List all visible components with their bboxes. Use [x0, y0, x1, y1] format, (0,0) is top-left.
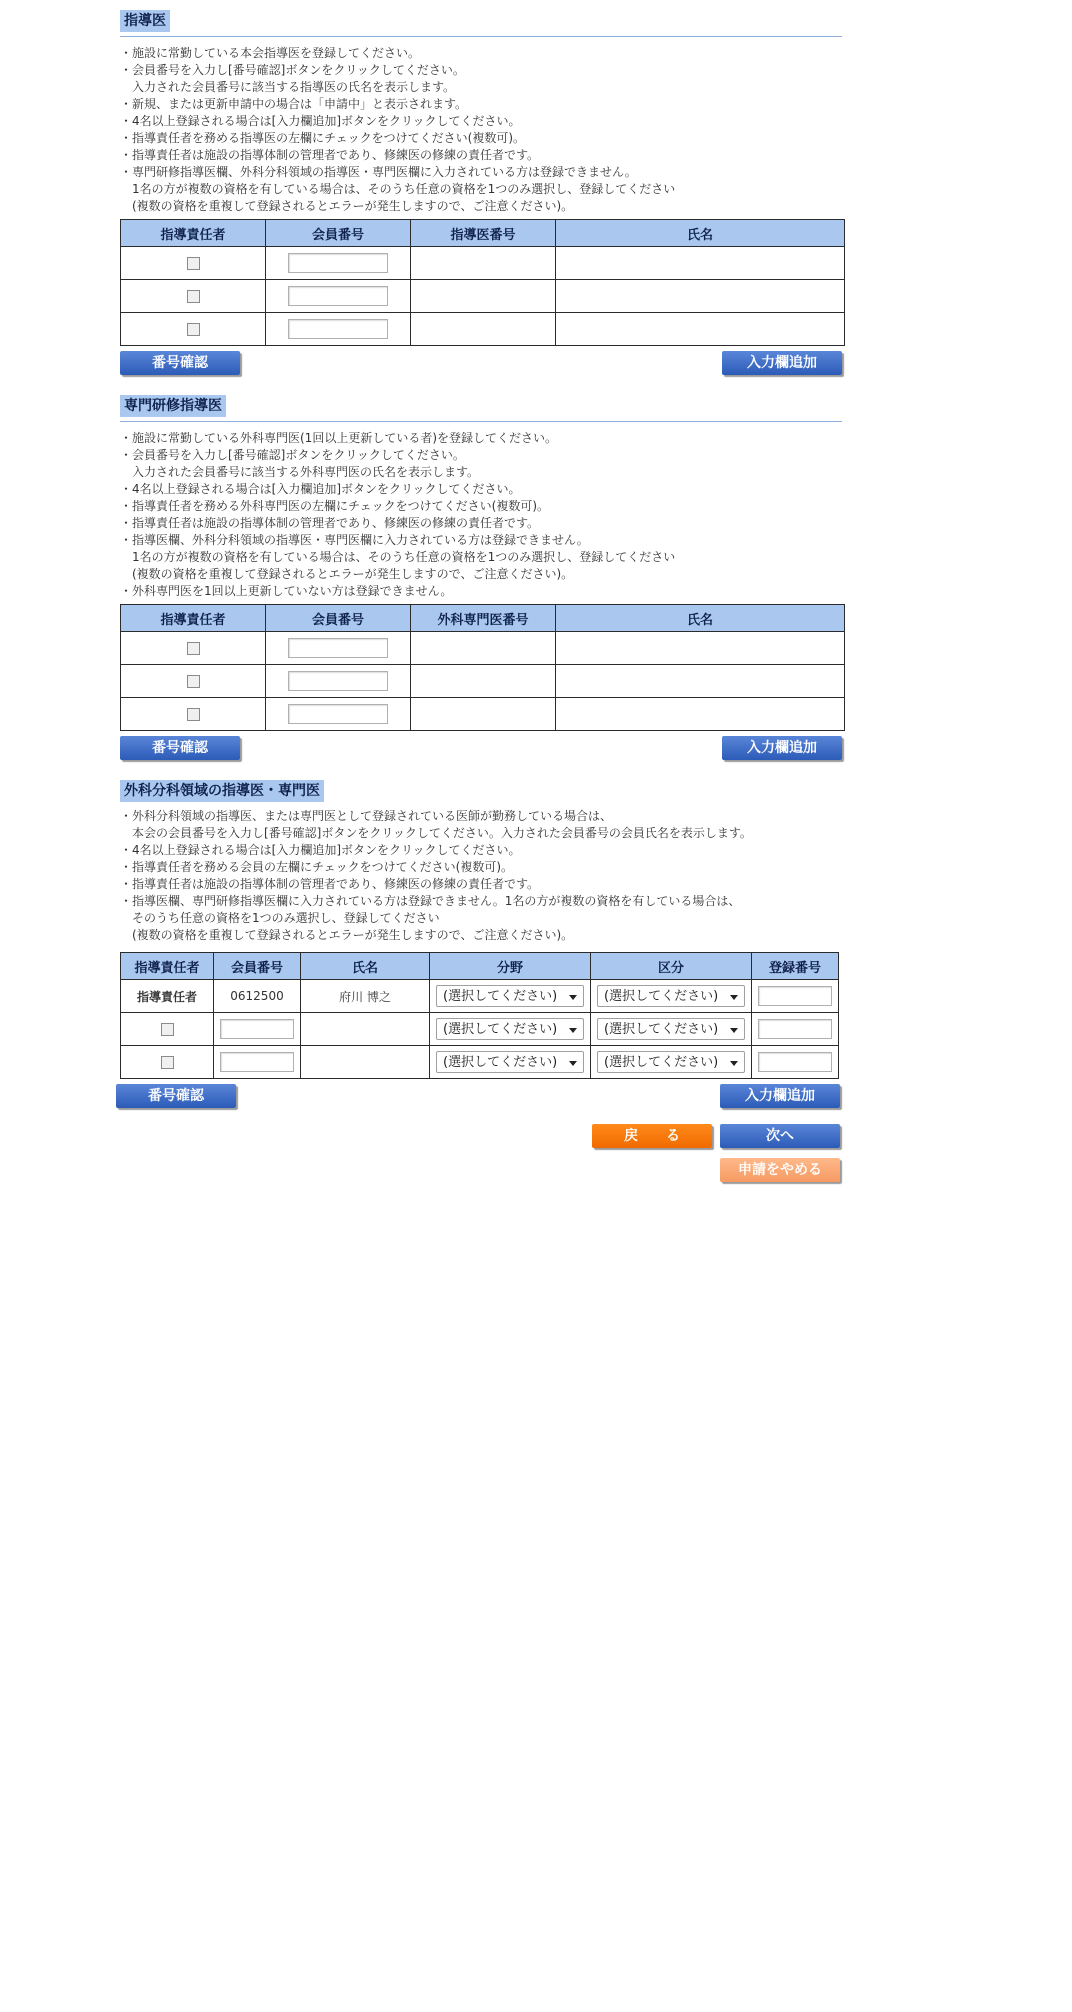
leader-checkbox[interactable] [187, 642, 200, 655]
field-select[interactable] [436, 1051, 584, 1073]
col-header: 外科専門医番号 [411, 605, 556, 632]
divider [120, 36, 842, 37]
category-select[interactable] [597, 985, 745, 1007]
instruction-line: 1名の方が複数の資格を有している場合は、そのうち任意の資格を1つのみ選択し、登録してください [120, 550, 676, 564]
instruction-line: 1名の方が複数の資格を有している場合は、そのうち任意の資格を1つのみ選択し、登録してください [120, 182, 676, 196]
name-cell: 府川 博之 [301, 980, 430, 1013]
name-cell [556, 698, 845, 731]
section-title: 専門研修指導医 [120, 395, 226, 417]
table-row [121, 1013, 839, 1046]
dropdown-arrow-icon [730, 1061, 738, 1066]
section-senmon-kenshu [120, 395, 850, 766]
member-number-input[interactable] [288, 319, 388, 339]
confirm-number-button[interactable]: 番号確認 [120, 736, 240, 760]
shidoui-number-cell [411, 313, 556, 346]
col-header: 指導責任者 [121, 953, 214, 980]
divider [120, 421, 842, 422]
instruction-line: ・指導責任者は施設の指導体制の管理者であり、修練医の修練の責任者です。 [120, 877, 540, 891]
senmon-table [120, 604, 845, 731]
name-cell [556, 632, 845, 665]
table-row [121, 698, 845, 731]
col-header: 会員番号 [266, 605, 411, 632]
cancel-application-button[interactable]: 申請をやめる [720, 1158, 840, 1182]
col-header: 指導医番号 [411, 220, 556, 247]
dropdown-arrow-icon [569, 1061, 577, 1066]
instruction-line: ・施設に常勤している本会指導医を登録してください。 [120, 46, 421, 60]
main-content [120, 10, 850, 1194]
leader-checkbox[interactable] [187, 708, 200, 721]
senmon-number-cell [411, 698, 556, 731]
instructions [120, 45, 850, 215]
col-header: 会員番号 [266, 220, 411, 247]
select-value: (選択してください) [604, 1055, 719, 1070]
table-row [121, 247, 845, 280]
section-bunka-ryoiki [120, 780, 850, 1114]
table-row [121, 313, 845, 346]
instruction-line: ・施設に常勤している外科専門医(1回以上更新している者)を登録してください。 [120, 431, 558, 445]
instruction-line: ・新規、または更新申請中の場合は「申請中」と表示されます。 [120, 97, 468, 111]
instruction-line: ・会員番号を入力し[番号確認]ボタンをクリックしてください。 [120, 448, 465, 462]
registration-number-input[interactable] [758, 986, 832, 1006]
instruction-line: ・指導責任者を務める指導医の左欄にチェックをつけてください(複数可)。 [120, 131, 526, 145]
dropdown-arrow-icon [730, 995, 738, 1000]
add-row-button[interactable]: 入力欄追加 [722, 351, 842, 375]
instruction-line: (複数の資格を重複して登録されるとエラーが発生しますので、ご注意ください)。 [120, 567, 574, 581]
leader-checkbox[interactable] [187, 290, 200, 303]
next-button[interactable]: 次へ [720, 1124, 840, 1148]
col-header: 会員番号 [214, 953, 301, 980]
instruction-line: そのうち任意の資格を1つのみ選択し、登録してください [120, 911, 440, 925]
col-header: 氏名 [556, 605, 845, 632]
instruction-line: ・指導責任者を務める会員の左欄にチェックをつけてください(複数可)。 [120, 860, 514, 874]
registration-number-input[interactable] [758, 1052, 832, 1072]
shidoui-number-cell [411, 247, 556, 280]
select-value: (選択してください) [604, 1022, 719, 1037]
name-cell [556, 313, 845, 346]
leader-checkbox[interactable] [161, 1023, 174, 1036]
section-title: 外科分科領域の指導医・専門医 [120, 780, 324, 802]
member-number-input[interactable] [288, 253, 388, 273]
member-number-input[interactable] [288, 704, 388, 724]
instruction-line: 本会の会員番号を入力し[番号確認]ボタンをクリックしてください。入力された会員番号の会員氏名を表示します。 [120, 826, 752, 840]
instructions [120, 808, 850, 944]
table-row [121, 1046, 839, 1079]
col-header: 登録番号 [752, 953, 839, 980]
select-value: (選択してください) [443, 1055, 558, 1070]
leader-label: 指導責任者 [121, 980, 214, 1013]
member-number-input[interactable] [288, 671, 388, 691]
member-number-input[interactable] [220, 1052, 294, 1072]
instruction-line: ・4名以上登録される場合は[入力欄追加]ボタンをクリックしてください。 [120, 843, 521, 857]
instruction-line: ・指導医欄、専門研修指導医欄に入力されている方は登録できません。1名の方が複数の資格を有している場合は、 [120, 894, 741, 908]
button-row [120, 351, 850, 381]
instruction-line: 入力された会員番号に該当する指導医の氏名を表示します。 [120, 80, 456, 94]
col-header: 氏名 [556, 220, 845, 247]
member-number-input[interactable] [288, 286, 388, 306]
instruction-line: ・指導医欄、外科分科領域の指導医・専門医欄に入力されている方は登録できません。 [120, 533, 589, 547]
field-select[interactable] [436, 1018, 584, 1040]
table-row [121, 980, 839, 1013]
bunka-table [120, 952, 839, 1079]
table-row [121, 665, 845, 698]
button-row [120, 736, 850, 766]
col-header: 氏名 [301, 953, 430, 980]
instruction-line: ・4名以上登録される場合は[入力欄追加]ボタンをクリックしてください。 [120, 482, 521, 496]
col-header: 分野 [430, 953, 591, 980]
leader-checkbox[interactable] [187, 257, 200, 270]
col-header: 区分 [591, 953, 752, 980]
member-number-input[interactable] [288, 638, 388, 658]
table-row [121, 632, 845, 665]
instruction-line: ・会員番号を入力し[番号確認]ボタンをクリックしてください。 [120, 63, 465, 77]
name-cell [556, 280, 845, 313]
instruction-line: ・指導責任者を務める外科専門医の左欄にチェックをつけてください(複数可)。 [120, 499, 550, 513]
registration-number-input[interactable] [758, 1019, 832, 1039]
confirm-number-button[interactable]: 番号確認 [116, 1084, 236, 1108]
select-value: (選択してください) [604, 989, 719, 1004]
name-cell [556, 247, 845, 280]
instruction-line: ・外科専門医を1回以上更新していない方は登録できません。 [120, 584, 453, 598]
select-value: (選択してください) [443, 989, 558, 1004]
instruction-line: 入力された会員番号に該当する外科専門医の氏名を表示します。 [120, 465, 480, 479]
button-row [120, 1084, 850, 1114]
member-number-input[interactable] [220, 1019, 294, 1039]
category-select[interactable] [597, 1051, 745, 1073]
field-select[interactable] [436, 985, 584, 1007]
name-cell [556, 665, 845, 698]
section-title: 指導医 [120, 10, 170, 32]
instructions [120, 430, 850, 600]
col-header: 指導責任者 [121, 220, 266, 247]
confirm-number-button[interactable]: 番号確認 [120, 351, 240, 375]
instruction-line: (複数の資格を重複して登録されるとエラーが発生しますので、ご注意ください)。 [120, 928, 574, 942]
instruction-line: ・指導責任者は施設の指導体制の管理者であり、修練医の修練の責任者です。 [120, 516, 540, 530]
instruction-line: (複数の資格を重複して登録されるとエラーが発生しますので、ご注意ください)。 [120, 199, 574, 213]
table-row [121, 280, 845, 313]
dropdown-arrow-icon [730, 1028, 738, 1033]
leader-checkbox[interactable] [187, 675, 200, 688]
shidoui-number-cell [411, 280, 556, 313]
dropdown-arrow-icon [569, 1028, 577, 1033]
name-cell [301, 1046, 430, 1079]
member-number-cell: 0612500 [214, 980, 301, 1013]
footer-nav [120, 1124, 850, 1194]
leader-checkbox[interactable] [161, 1056, 174, 1069]
instruction-line: ・外科分科領域の指導医、または専門医として登録されている医師が勤務している場合は、 [120, 809, 613, 823]
name-cell [301, 1013, 430, 1046]
instruction-line: ・専門研修指導医欄、外科分科領域の指導医・専門医欄に入力されている方は登録できません。 [120, 165, 637, 179]
select-value: (選択してください) [443, 1022, 558, 1037]
instruction-line: ・指導責任者は施設の指導体制の管理者であり、修練医の修練の責任者です。 [120, 148, 540, 162]
add-row-button[interactable]: 入力欄追加 [720, 1084, 840, 1108]
dropdown-arrow-icon [569, 995, 577, 1000]
category-select[interactable] [597, 1018, 745, 1040]
leader-checkbox[interactable] [187, 323, 200, 336]
back-button[interactable]: 戻 る [592, 1124, 712, 1148]
add-row-button[interactable]: 入力欄追加 [722, 736, 842, 760]
shidoui-table [120, 219, 845, 346]
instruction-line: ・4名以上登録される場合は[入力欄追加]ボタンをクリックしてください。 [120, 114, 521, 128]
senmon-number-cell [411, 665, 556, 698]
col-header: 指導責任者 [121, 605, 266, 632]
senmon-number-cell [411, 632, 556, 665]
section-shidoui [120, 10, 850, 381]
